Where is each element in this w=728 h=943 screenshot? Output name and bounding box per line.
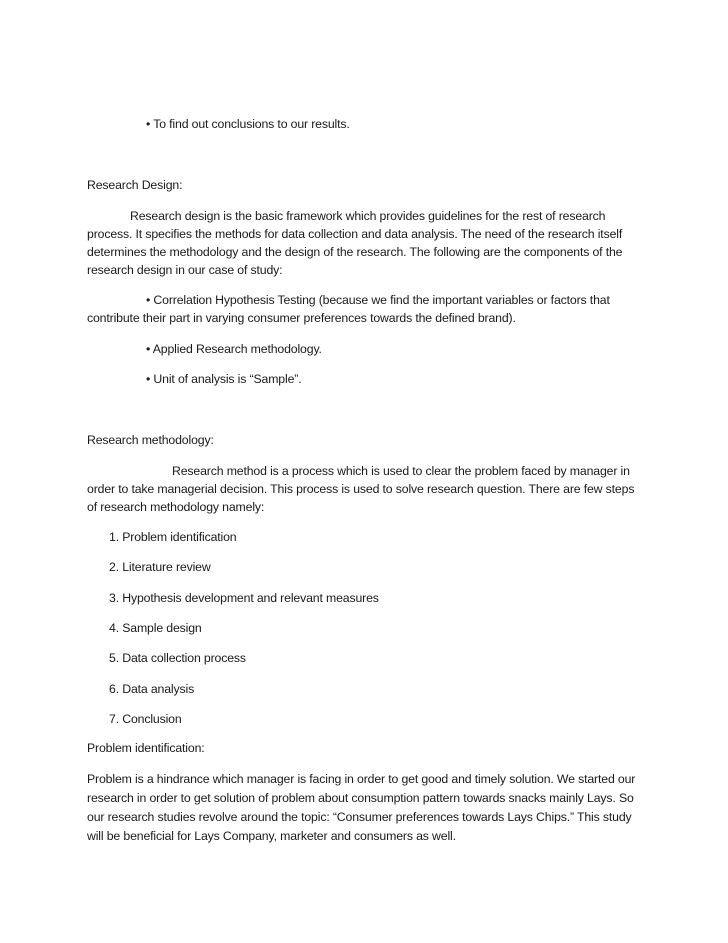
step-item: 6. Data analysis <box>109 682 195 696</box>
heading-research-methodology: Research methodology: <box>87 433 214 447</box>
step-item: 7. Conclusion <box>109 712 182 726</box>
bullet-correlation-hypothesis: • Correlation Hypothesis Testing (because we find the important variables or factors that <box>146 293 610 307</box>
bullet-conclusions: • To find out conclusions to our results. <box>146 117 350 131</box>
research-design-paragraph-line: process. It specifies the methods for data collection and data analysis. The need of the research itself <box>87 227 623 241</box>
step-item: 2. Literature review <box>109 560 211 574</box>
bullet-unit-of-analysis: • Unit of analysis is “Sample”. <box>146 372 302 386</box>
step-item: 4. Sample design <box>109 621 202 635</box>
problem-identification-paragraph-line: research in order to get solution of problem about consumption pattern towards snacks mainly Lays. So <box>87 791 634 805</box>
bullet-applied-research: • Applied Research methodology. <box>146 342 322 356</box>
research-design-paragraph-line: research design in our case of study: <box>87 263 283 277</box>
heading-research-design: Research Design: <box>87 178 183 192</box>
research-methodology-paragraph-line: of research methodology namely: <box>87 500 265 514</box>
problem-identification-paragraph-line: Problem is a hindrance which manager is facing in order to get good and timely solution. We started our <box>87 772 636 786</box>
research-methodology-paragraph-line: Research method is a process which is used to clear the problem faced by manager in <box>172 464 630 478</box>
problem-identification-paragraph-line: our research studies revolve around the topic: “Consumer preferences towards Lays Chips.” This study <box>87 810 632 824</box>
step-item: 5. Data collection process <box>109 651 246 665</box>
research-design-paragraph-line: determines the methodology and the design of the research. The following are the components of the <box>87 245 623 259</box>
step-item: 1. Problem identification <box>109 530 237 544</box>
problem-identification-paragraph-line: will be beneficial for Lays Company, marketer and consumers as well. <box>87 829 456 843</box>
step-item: 3. Hypothesis development and relevant measures <box>109 591 379 605</box>
bullet-correlation-continuation: contribute their part in varying consumer preferences towards the defined brand). <box>87 311 516 325</box>
research-design-paragraph-line: Research design is the basic framework which provides guidelines for the rest of research <box>130 209 606 223</box>
research-methodology-paragraph-line: order to take managerial decision. This process is used to solve research question. There are few steps <box>87 482 635 496</box>
heading-problem-identification: Problem identification: <box>87 741 205 755</box>
